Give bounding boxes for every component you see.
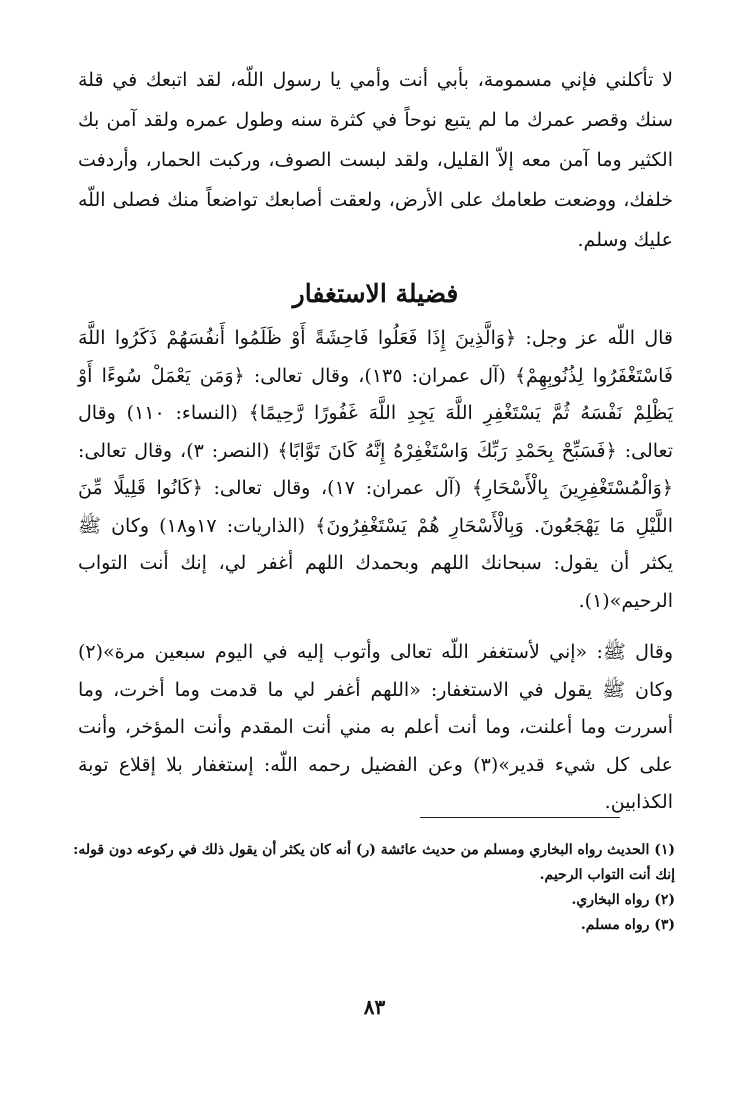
section-heading: فضيلة الاستغفار: [292, 279, 459, 308]
footnotes: [70, 838, 675, 938]
footnote-2: (٢) رواه البخاري.: [571, 892, 675, 908]
main-text: [78, 320, 673, 822]
footnote-divider: [420, 817, 620, 818]
page-body: [78, 60, 673, 822]
top-paragraph: لا تأكلني فإني مسمومة، بأبي أنت وأمي يا رسول اللّه، لقد اتبعك في قلة سنك وقصر عمرك ما لم يتبع نوحاً في كثرة سنه وطول عمره ولقد آمن بك الكثير وما آمن معه إلاّ القليل، ولقد لبست الصوف، وركبت الحمار، وأردفت خلفك، ووضعت طعامك على الأرض، ولعقت أصابعك تواضعاً منك فصلى اللّه عليك وسلم.: [78, 69, 673, 251]
page-number: ٨٣: [363, 995, 386, 1019]
footnote-3: (٣) رواه مسلم.: [580, 917, 675, 933]
footnote-1: (١) الحديث رواه البخاري ومسلم من حديث عائشة (ر) أنه كان يكثر أن يقول ذلك في ركوعه دون قوله: إنك أنت التواب الرحيم.: [73, 842, 675, 883]
hadith-paragraph: وقال ﷺ: «إني لأستغفر اللّه تعالى وأتوب إليه في اليوم سبعين مرة»(٢) وكان ﷺ يقول في الاستغفار: «اللهم أغفر لي ما قدمت وما أخرت، وما أسررت وما أعلنت، وما أنت أعلم به مني أنت المقدم وأنت المؤخر، وأنت على كل شيء قدير»(٣) وعن الفضيل رحمه اللّه: إستغفار بلا إقلاع توبة الكذابين.: [78, 641, 674, 813]
verses-paragraph: قال اللّه عز وجل: ﴿وَالَّذِينَ إِذَا فَعَلُوا فَاحِشَةً أَوْ ظَلَمُوا أَنفُسَهُمْ ذَكَرُوا اللَّهَ فَاسْتَغْفَرُوا لِذُنُوبِهِمْ﴾ (آل عمران: ١٣٥)، وقال تعالى: ﴿وَمَن يَعْمَلْ سُوءًا أَوْ يَظْلِمْ نَفْسَهُ ثُمَّ يَسْتَغْفِرِ اللَّهَ يَجِدِ اللَّهَ غَفُورًا رَّحِيمًا﴾ (النساء: ١١٠) وقال تعالى: ﴿فَسَبِّحْ بِحَمْدِ رَبِّكَ وَاسْتَغْفِرْهُ إِنَّهُ كَانَ تَوَّابًا﴾ (النصر: ٣)، وقال تعالى: ﴿وَالْمُسْتَغْفِرِينَ بِالْأَسْحَارِ﴾ (آل عمران: ١٧)، وقال تعالى: ﴿كَانُوا قَلِيلًا مِّنَ اللَّيْلِ مَا يَهْجَعُونَ. وَبِالْأَسْحَارِ هُمْ يَسْتَغْفِرُونَ﴾ (الذاريات: ١٧و١٨) وكان ﷺ يكثر أن يقول: سبحانك اللهم وبحمدك اللهم أغفر لي، إنك أنت التواب الرحيم»(١).: [78, 327, 674, 612]
